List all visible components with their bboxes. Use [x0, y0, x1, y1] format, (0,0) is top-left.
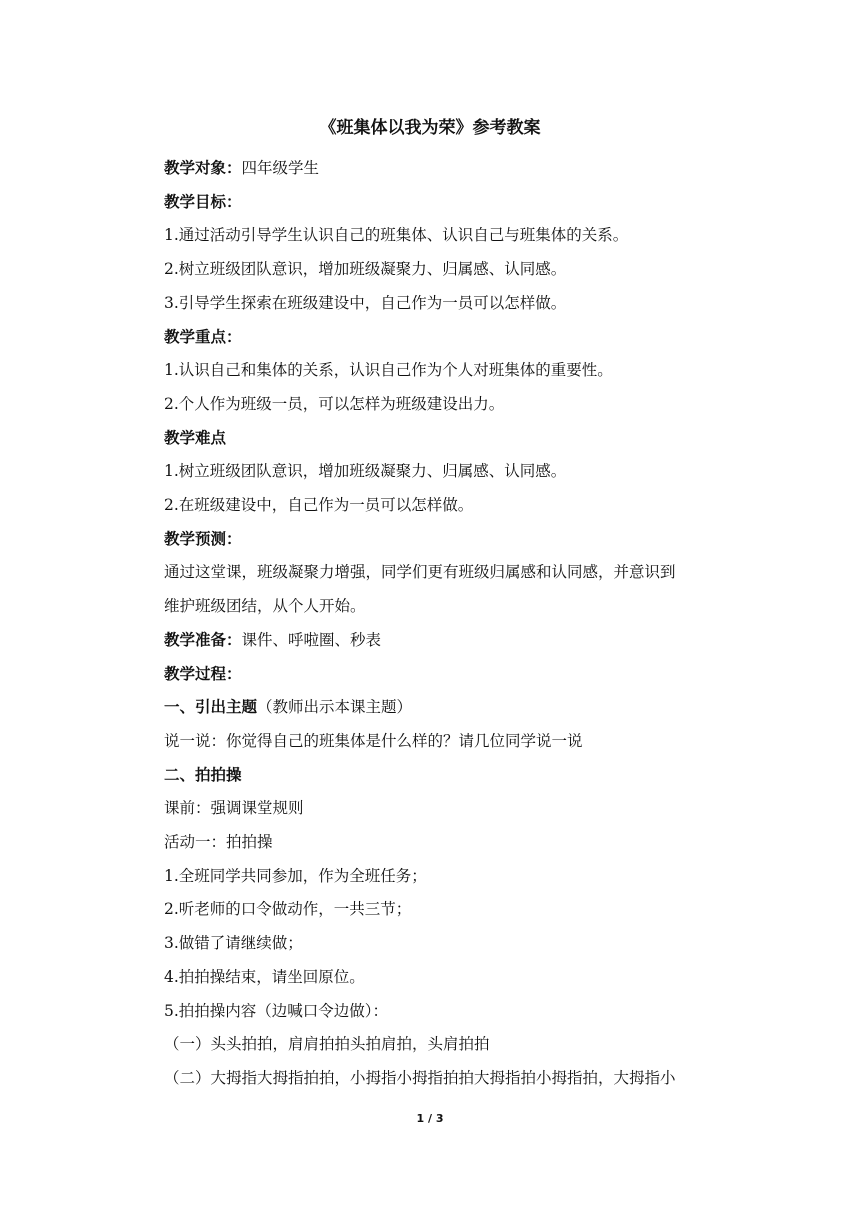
focus-item: 1.认识自己和集体的关系，认识自己作为个人对班集体的重要性。	[164, 361, 613, 380]
teaching-object	[164, 152, 734, 186]
section-1-text: 说一说：你觉得自己的班集体是什么样的？请几位同学说一说	[164, 731, 583, 750]
difficulty-item: 1.树立班级团队意识，增加班级凝聚力、归属感、认同感。	[164, 462, 567, 481]
document-body	[164, 152, 734, 1096]
section-1-note: （教师出示本课主题）	[257, 698, 413, 717]
section-2-line: 活动一：拍拍操	[164, 833, 273, 852]
section-2-line: 1.全班同学共同参加，作为全班任务；	[164, 866, 427, 885]
goal-item: 2.树立班级团队意识，增加班级凝聚力、归属感、认同感。	[164, 260, 567, 279]
goals-heading: 教学目标：	[164, 192, 242, 211]
page-number: 1 / 3	[416, 1112, 444, 1125]
section-2-sub-line: （一）头头拍拍，肩肩拍拍头拍肩拍，头肩拍拍	[164, 1035, 490, 1054]
section-1-heading	[164, 691, 734, 725]
section-2-sub-line: （二）大拇指大拇指拍拍，小拇指小拇指拍拍大拇指拍小拇指拍，大拇指小	[164, 1068, 676, 1087]
preparation-value: 课件、呼啦圈、秒表	[241, 630, 382, 649]
focus-item: 2.个人作为班级一员，可以怎样为班级建设出力。	[164, 394, 505, 413]
section-2-line: 3.做错了请继续做；	[164, 934, 303, 953]
difficulty-heading: 教学难点	[164, 428, 227, 447]
goal-item: 1.通过活动引导学生认识自己的班集体、认识自己与班集体的关系。	[164, 226, 629, 245]
document-title: 《班集体以我为荣》参考教案	[319, 118, 541, 138]
goal-item: 3.引导学生探索在班级建设中，自己作为一员可以怎样做。	[164, 293, 567, 312]
preparation-label: 教学准备：	[164, 630, 242, 649]
section-1-title: 一、引出主题	[164, 698, 258, 717]
prediction-line-1: 通过这堂课，班级凝聚力增强，同学们更有班级归属感和认同感，并意识到	[164, 563, 676, 582]
section-2-line: 4.拍拍操结束，请坐回原位。	[164, 967, 365, 986]
section-2-line: 课前：强调课堂规则	[164, 799, 304, 818]
section-2-line: 5.拍拍操内容（边喊口令边做）：	[164, 1001, 389, 1020]
teaching-object-label: 教学对象：	[164, 159, 242, 177]
prediction-heading: 教学预测：	[164, 529, 242, 548]
prediction-paragraph	[164, 556, 734, 623]
preparation	[164, 624, 734, 658]
difficulty-item: 2.在班级建设中，自己作为一员可以怎样做。	[164, 496, 474, 515]
teaching-object-value: 四年级学生	[241, 159, 320, 177]
section-2-title: 二、拍拍操	[164, 765, 242, 784]
focus-heading: 教学重点：	[164, 327, 242, 346]
prediction-line-2: 维护班级团结，从个人开始。	[164, 597, 366, 616]
process-heading: 教学过程：	[164, 664, 242, 683]
section-2-line: 2.听老师的口令做动作，一共三节；	[164, 900, 412, 919]
